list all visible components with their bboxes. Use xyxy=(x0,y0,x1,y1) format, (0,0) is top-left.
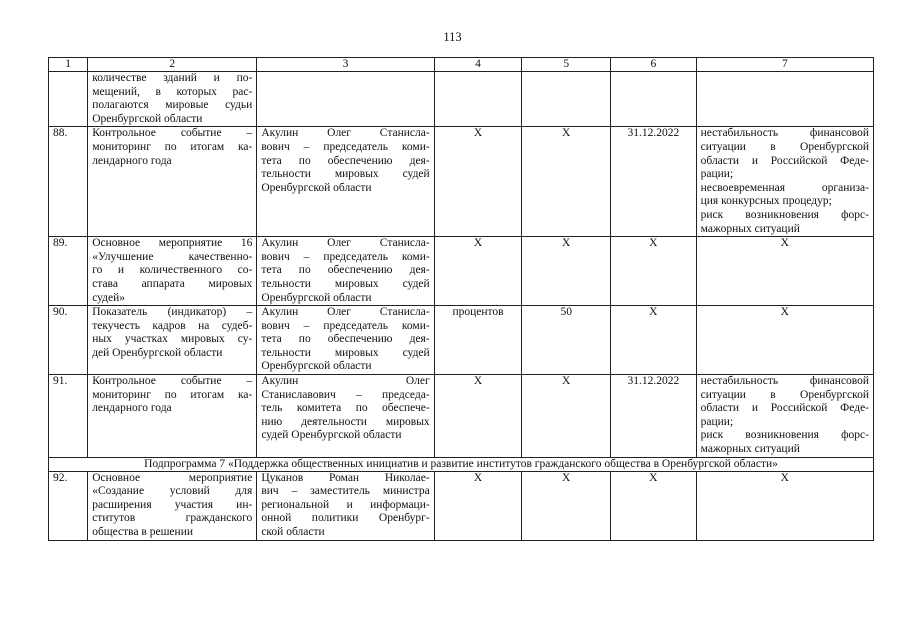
cell-line: Х xyxy=(780,471,789,484)
cell-line: «Улучшение качественно- xyxy=(92,250,253,263)
cell-line: Станиславович – председа- xyxy=(261,388,430,401)
unit-cell: Х xyxy=(434,237,522,306)
column-header: 6 xyxy=(611,58,697,72)
risks-cell xyxy=(696,306,873,375)
cell-line: области и Российской Феде- xyxy=(700,402,869,415)
table-row xyxy=(49,375,874,458)
deadline-cell xyxy=(611,72,697,127)
cell-line: нестабильность финансовой xyxy=(700,127,869,140)
column-header: 3 xyxy=(257,58,434,72)
column-number-row xyxy=(49,58,874,72)
cell-line: вович – председатель коми- xyxy=(261,319,430,332)
row-number: 92. xyxy=(49,471,88,540)
cell-line: Цуканов Роман Николае- xyxy=(261,471,430,484)
cell-line: Оренбургской области xyxy=(92,112,203,125)
cell-line: Контрольное событие – xyxy=(92,375,253,388)
cell-line: общества в решении xyxy=(92,526,194,538)
cell-line: нию деятельности мировых xyxy=(261,415,430,428)
cell-line: ция конкурсных процедур; xyxy=(700,195,832,208)
cell-line: лендарного года xyxy=(92,402,172,415)
cell-line: несвоевременная организа- xyxy=(700,181,869,194)
table-row xyxy=(49,72,874,127)
cell-line: Основное мероприятие xyxy=(92,471,253,484)
cell-line: Акулин Олег Станисла- xyxy=(261,237,430,250)
cell-line: го и количественного со- xyxy=(92,264,253,277)
cell-line: Акулин Олег Станисла- xyxy=(261,127,430,140)
cell-line: рации; xyxy=(700,415,734,428)
cell-line: мещений, в которых рас- xyxy=(92,85,253,98)
cell-line: Контрольное событие – xyxy=(92,127,253,140)
unit-cell: Х xyxy=(434,375,522,458)
unit-cell: Х xyxy=(434,471,522,540)
value-cell xyxy=(522,72,611,127)
table-row xyxy=(49,127,874,237)
row-number: 88. xyxy=(49,127,88,237)
cell-line: тельности мировых судей xyxy=(261,277,430,290)
subprogram-row xyxy=(49,457,874,471)
responsible-person xyxy=(257,375,434,458)
row-number xyxy=(49,72,88,127)
cell-line: онной политики Оренбург- xyxy=(261,512,430,525)
cell-line: мажорных ситуаций xyxy=(700,443,800,456)
table-row xyxy=(49,237,874,306)
cell-line: мониторинг по итогам ка- xyxy=(92,140,253,153)
deadline-cell: 31.12.2022 xyxy=(611,375,697,458)
cell-line: «Создание условий для xyxy=(92,485,253,498)
unit-cell: процентов xyxy=(434,306,522,375)
activity-name xyxy=(88,375,257,458)
deadline-cell: Х xyxy=(611,471,697,540)
cell-line: тель комитета по обеспече- xyxy=(261,402,430,415)
risks-cell xyxy=(696,237,873,306)
deadline-cell: Х xyxy=(611,306,697,375)
cell-line: ситуации в Оренбургской xyxy=(700,388,869,401)
unit-cell: Х xyxy=(434,127,522,237)
cell-line: Акулин Олег xyxy=(261,375,430,388)
deadline-cell: 31.12.2022 xyxy=(611,127,697,237)
row-number: 89. xyxy=(49,237,88,306)
cell-line: дей Оренбургской области xyxy=(92,346,223,359)
cell-line: вич – заместитель министра xyxy=(261,485,430,498)
cell-line: Оренбургской области xyxy=(261,360,372,373)
activity-name xyxy=(88,237,257,306)
value-cell: 50 xyxy=(522,306,611,375)
cell-line: мажорных ситуаций xyxy=(700,222,800,235)
cell-line: тельности мировых судей xyxy=(261,346,430,359)
value-cell: Х xyxy=(522,237,611,306)
row-number: 90. xyxy=(49,306,88,375)
cell-line: тета по обеспечению дея- xyxy=(261,264,430,277)
cell-line: тета по обеспечению дея- xyxy=(261,154,430,167)
activity-name xyxy=(88,72,257,127)
value-cell: Х xyxy=(522,127,611,237)
cell-line: тета по обеспечению дея- xyxy=(261,333,430,346)
cell-line: расширения участия ин- xyxy=(92,498,253,511)
cell-line: Оренбургской области xyxy=(261,181,372,194)
cell-line: области и Российской Феде- xyxy=(700,154,869,167)
cell-line: нестабильность финансовой xyxy=(700,375,869,388)
cell-line: полагаются мировые судьи xyxy=(92,99,253,112)
value-cell: Х xyxy=(522,471,611,540)
cell-line: судей» xyxy=(92,291,126,304)
table-row xyxy=(49,471,874,540)
deadline-cell: Х xyxy=(611,237,697,306)
column-header: 5 xyxy=(522,58,611,72)
risks-cell xyxy=(696,127,873,237)
activity-name xyxy=(88,471,257,540)
cell-line: ситуации в Оренбургской xyxy=(700,140,869,153)
subprogram-title: Подпрограмма 7 «Поддержка общественных инициатив и развитие институтов гражданского общества в Оренбургской области» xyxy=(49,457,874,471)
responsible-person xyxy=(257,306,434,375)
activity-name xyxy=(88,127,257,237)
cell-line: вович – председатель коми- xyxy=(261,140,430,153)
column-header: 2 xyxy=(88,58,257,72)
cell-line: Основное мероприятие 16 xyxy=(92,237,253,250)
cell-line: Х xyxy=(780,237,789,250)
responsible-person xyxy=(257,127,434,237)
page-number: 113 xyxy=(443,30,462,44)
responsible-person xyxy=(257,237,434,306)
action-plan-table xyxy=(48,57,874,541)
cell-line: текучесть кадров на судеб- xyxy=(92,319,253,332)
risks-cell xyxy=(696,471,873,540)
cell-line: риск возникновения форс- xyxy=(700,208,869,221)
cell-line: мониторинг по итогам ка- xyxy=(92,388,253,401)
cell-line: Показатель (индикатор) – xyxy=(92,306,253,319)
column-header: 7 xyxy=(696,58,873,72)
activity-name xyxy=(88,306,257,375)
table-body xyxy=(49,72,874,541)
cell-line: количестве зданий и по- xyxy=(92,72,253,84)
cell-line: судей Оренбургской области xyxy=(261,429,402,442)
responsible-person xyxy=(257,72,434,127)
value-cell: Х xyxy=(522,375,611,458)
cell-line: вович – председатель коми- xyxy=(261,250,430,263)
cell-line: лендарного года xyxy=(92,154,172,167)
risks-cell xyxy=(696,375,873,458)
unit-cell xyxy=(434,72,522,127)
cell-line: Акулин Олег Станисла- xyxy=(261,306,430,319)
cell-line: ской области xyxy=(261,526,325,538)
cell-line: ститутов гражданского xyxy=(92,512,253,525)
cell-line: Х xyxy=(780,306,789,319)
cell-line: региональной и информаци- xyxy=(261,498,430,511)
cell-line: ных участках мировых су- xyxy=(92,333,253,346)
cell-line: рации; xyxy=(700,168,734,181)
cell-line: Оренбургской области xyxy=(261,291,372,304)
risks-cell xyxy=(696,72,873,127)
table-row xyxy=(49,306,874,375)
cell-line: тельности мировых судей xyxy=(261,168,430,181)
column-header: 4 xyxy=(434,58,522,72)
column-header: 1 xyxy=(49,58,88,72)
row-number: 91. xyxy=(49,375,88,458)
cell-line: риск возникновения форс- xyxy=(700,429,869,442)
responsible-person xyxy=(257,471,434,540)
cell-line: става аппарата мировых xyxy=(92,277,253,290)
